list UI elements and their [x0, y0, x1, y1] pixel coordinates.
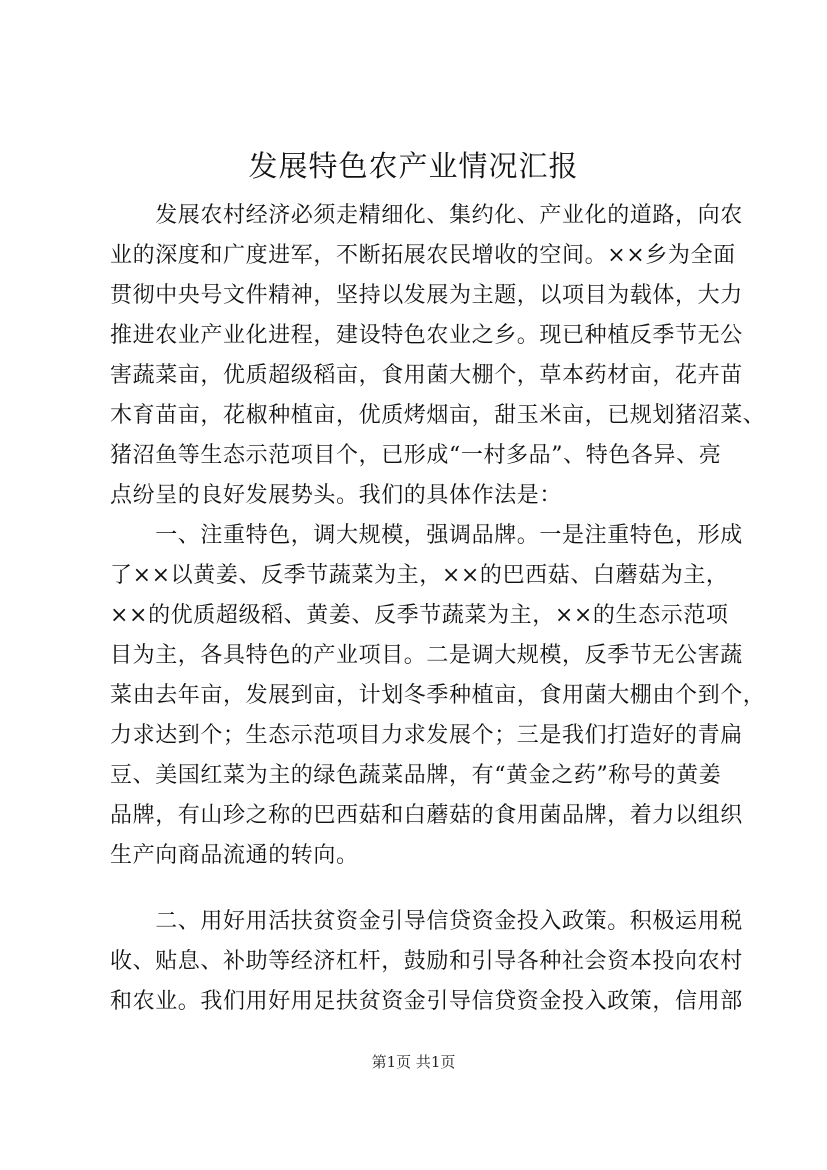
text-line: 点纷呈的良好发展势头。我们的具体作法是：	[110, 483, 563, 508]
text-line: 木育苗亩，花椒种植亩，优质烤烟亩，甜玉米亩，已规划猪沼菜、	[110, 403, 766, 428]
text-line: 推进农业产业化进程，建设特色农业之乡。现已种植反季节无公	[110, 323, 743, 348]
page-number-footer: 第1页 共1页	[371, 1053, 456, 1071]
text-line: 收、贴息、补助等经济杠杆，鼓励和引导各种社会资本投向农村	[110, 949, 743, 974]
text-line: 和农业。我们用好用足扶贫资金引导信贷资金投入政策，信用部	[110, 989, 743, 1014]
text-line: 了××以黄姜、反季节蔬菜为主，××的巴西菇、白蘑菇为主，	[110, 563, 729, 588]
text-line: 猪沼鱼等生态示范项目个，已形成“一村多品”、特色各异、亮	[110, 443, 722, 468]
text-line: 菜由去年亩，发展到亩，计划冬季种植亩，食用菌大棚由个到个，	[110, 683, 766, 708]
text-line: ××的优质超级稻、黄姜、反季节蔬菜为主，××的生态示范项	[110, 603, 729, 628]
text-line: 业的深度和广度进军，不断拓展农民增收的空间。××乡为全面	[110, 243, 736, 268]
text-line: 二、用好用活扶贫资金引导信贷资金投入政策。积极运用税	[110, 909, 743, 934]
text-line: 目为主，各具特色的产业项目。二是调大规模，反季节无公害蔬	[110, 643, 743, 668]
text-line: 害蔬菜亩，优质超级稻亩，食用菌大棚个，草本药材亩，花卉苗	[110, 363, 743, 388]
paragraph-gap	[110, 876, 730, 902]
text-line: 品牌，有山珍之称的巴西菇和白蘑菇的食用菌品牌，着力以组织	[110, 803, 743, 828]
text-line: 生产向商品流通的转向。	[110, 843, 359, 868]
text-line: 力求达到个；生态示范项目力求发展个；三是我们打造好的青扁	[110, 723, 743, 748]
text-line: 豆、美国红菜为主的绿色蔬菜品牌，有“黄金之药”称号的黄姜	[110, 763, 722, 788]
document-body	[110, 196, 766, 1022]
document-title: 发展特色农产业情况汇报	[248, 149, 579, 183]
text-line: 贯彻中央号文件精神，坚持以发展为主题，以项目为载体，大力	[110, 283, 743, 308]
text-line: 发展农村经济必须走精细化、集约化、产业化的道路，向农	[110, 203, 743, 228]
text-line: 一、注重特色，调大规模，强调品牌。一是注重特色，形成	[110, 523, 743, 548]
